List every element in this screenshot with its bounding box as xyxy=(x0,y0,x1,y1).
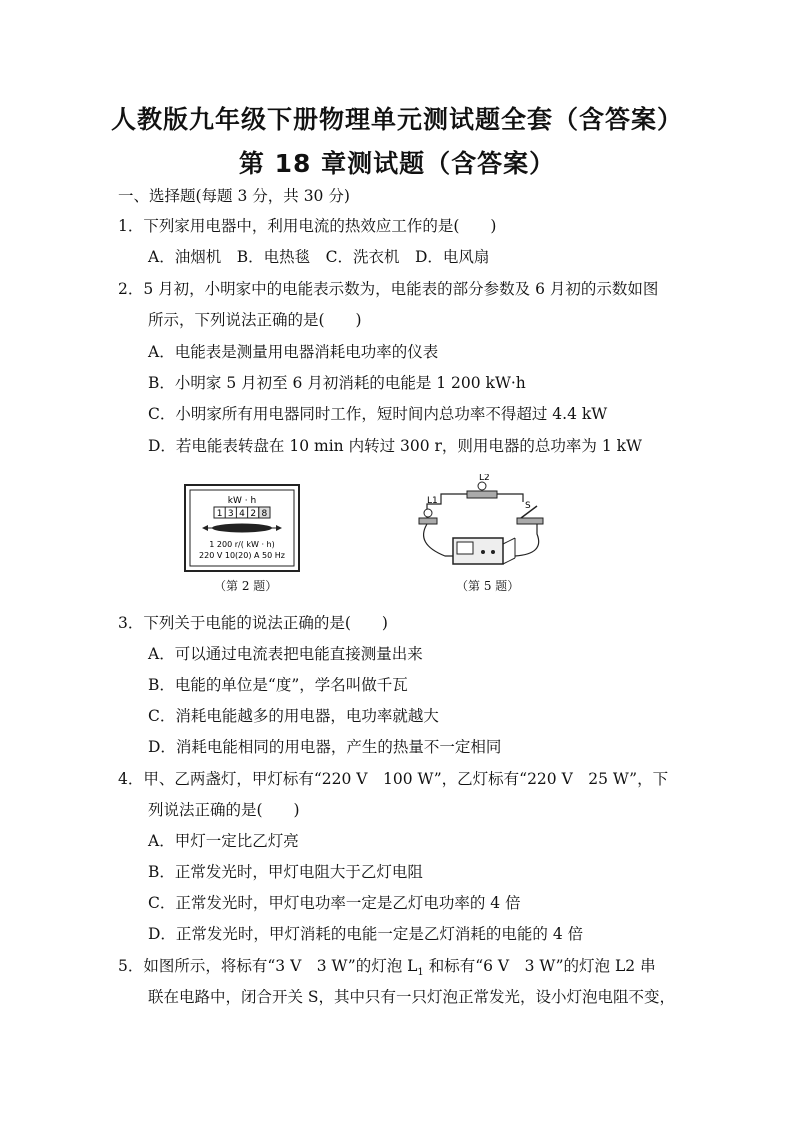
meter-revolution-rating: 1 200 r/( kW · h) xyxy=(209,540,275,549)
q2-stem-line1: 2．5 月初，小明家中的电能表示数为，电能表的部分参数及 6 月初的示数如图 xyxy=(118,280,659,298)
document-title: 人教版九年级下册物理单元测试题全套（含答案） xyxy=(110,105,683,134)
meter-digit: 4 xyxy=(239,509,245,519)
q2-option-c: C．小明家所有用电器同时工作，短时间内总功率不得超过 4.4 kW xyxy=(148,405,608,423)
q5-stem-line1 xyxy=(118,956,656,983)
meter-electrical-rating: 220 V 10(20) A 50 Hz xyxy=(199,551,285,560)
q3-option-b: B．电能的单位是“度”，学名叫做千瓦 xyxy=(148,676,408,694)
q5-stem-part2: 和标有“6 V 3 W”的灯泡 L2 串 xyxy=(423,957,656,975)
q5-stem-part1: 5．如图所示，将标有“3 V 3 W”的灯泡 L xyxy=(118,957,418,975)
q2-stem-line2: 所示，下列说法正确的是( ) xyxy=(148,311,362,329)
power-supply xyxy=(453,538,515,564)
label-l2: L2 xyxy=(479,474,490,483)
q4-stem-line1: 4．甲、乙两盏灯，甲灯标有“220 V 100 W”，乙灯标有“220 V 25 W”，下 xyxy=(118,770,669,788)
q2-option-a: A．电能表是测量用电器消耗电功率的仪表 xyxy=(148,343,439,361)
figure-caption-q5: （第 5 题） xyxy=(456,579,520,593)
q4-option-c: C．正常发光时，甲灯电功率一定是乙灯电功率的 4 倍 xyxy=(148,894,521,912)
meter-counter xyxy=(214,507,270,519)
q5-l1-subscript: 1 xyxy=(417,967,424,979)
circuit-figure xyxy=(405,474,555,574)
q3-stem: 3．下列关于电能的说法正确的是( ) xyxy=(118,614,388,632)
figure-caption-q2: （第 2 题） xyxy=(214,579,278,593)
q4-stem-line2: 列说法正确的是( ) xyxy=(148,801,300,819)
q2-option-d: D．若电能表转盘在 10 min 内转过 300 r，则用电器的总功率为 1 kW xyxy=(148,437,642,455)
meter-digit: 2 xyxy=(250,509,257,519)
label-s: S xyxy=(525,501,531,511)
label-l1: L1 xyxy=(427,496,438,506)
meter-digit: 3 xyxy=(227,509,234,519)
meter-digit: 8 xyxy=(261,509,268,519)
q3-option-a: A．可以通过电流表把电能直接测量出来 xyxy=(148,645,423,663)
q5-stem-line2: 联在电路中，闭合开关 S，其中只有一只灯泡正常发光，设小灯泡电阻不变， xyxy=(148,988,676,1006)
chapter-title: 第 18 章测试题（含答案） xyxy=(238,149,556,178)
q3-option-c: C．消耗电能越多的用电器，电功率就越大 xyxy=(148,707,439,725)
q1-options: A．油烟机 B．电热毯 C．洗衣机 D．电风扇 xyxy=(148,248,490,266)
meter-rotating-disc xyxy=(202,524,282,533)
meter-digit: 1 xyxy=(216,509,223,519)
q3-option-d: D．消耗电能相同的用电器，产生的热量不一定相同 xyxy=(148,738,502,756)
q2-option-b: B．小明家 5 月初至 6 月初消耗的电能是 1 200 kW·h xyxy=(148,374,526,392)
lamp-l2 xyxy=(467,482,497,498)
lamp-l1 xyxy=(419,509,437,524)
q4-option-b: B．正常发光时，甲灯电阻大于乙灯电阻 xyxy=(148,863,423,881)
q4-option-d: D．正常发光时，甲灯消耗的电能一定是乙灯消耗的电能的 4 倍 xyxy=(148,925,584,943)
q1-stem: 1．下列家用电器中，利用电流的热效应工作的是( ) xyxy=(118,217,497,235)
q4-option-a: A．甲灯一定比乙灯亮 xyxy=(148,832,299,850)
meter-unit-label: kW · h xyxy=(227,496,257,506)
electricity-meter-figure xyxy=(184,484,300,572)
section-heading: 一、选择题(每题 3 分，共 30 分) xyxy=(118,187,350,205)
